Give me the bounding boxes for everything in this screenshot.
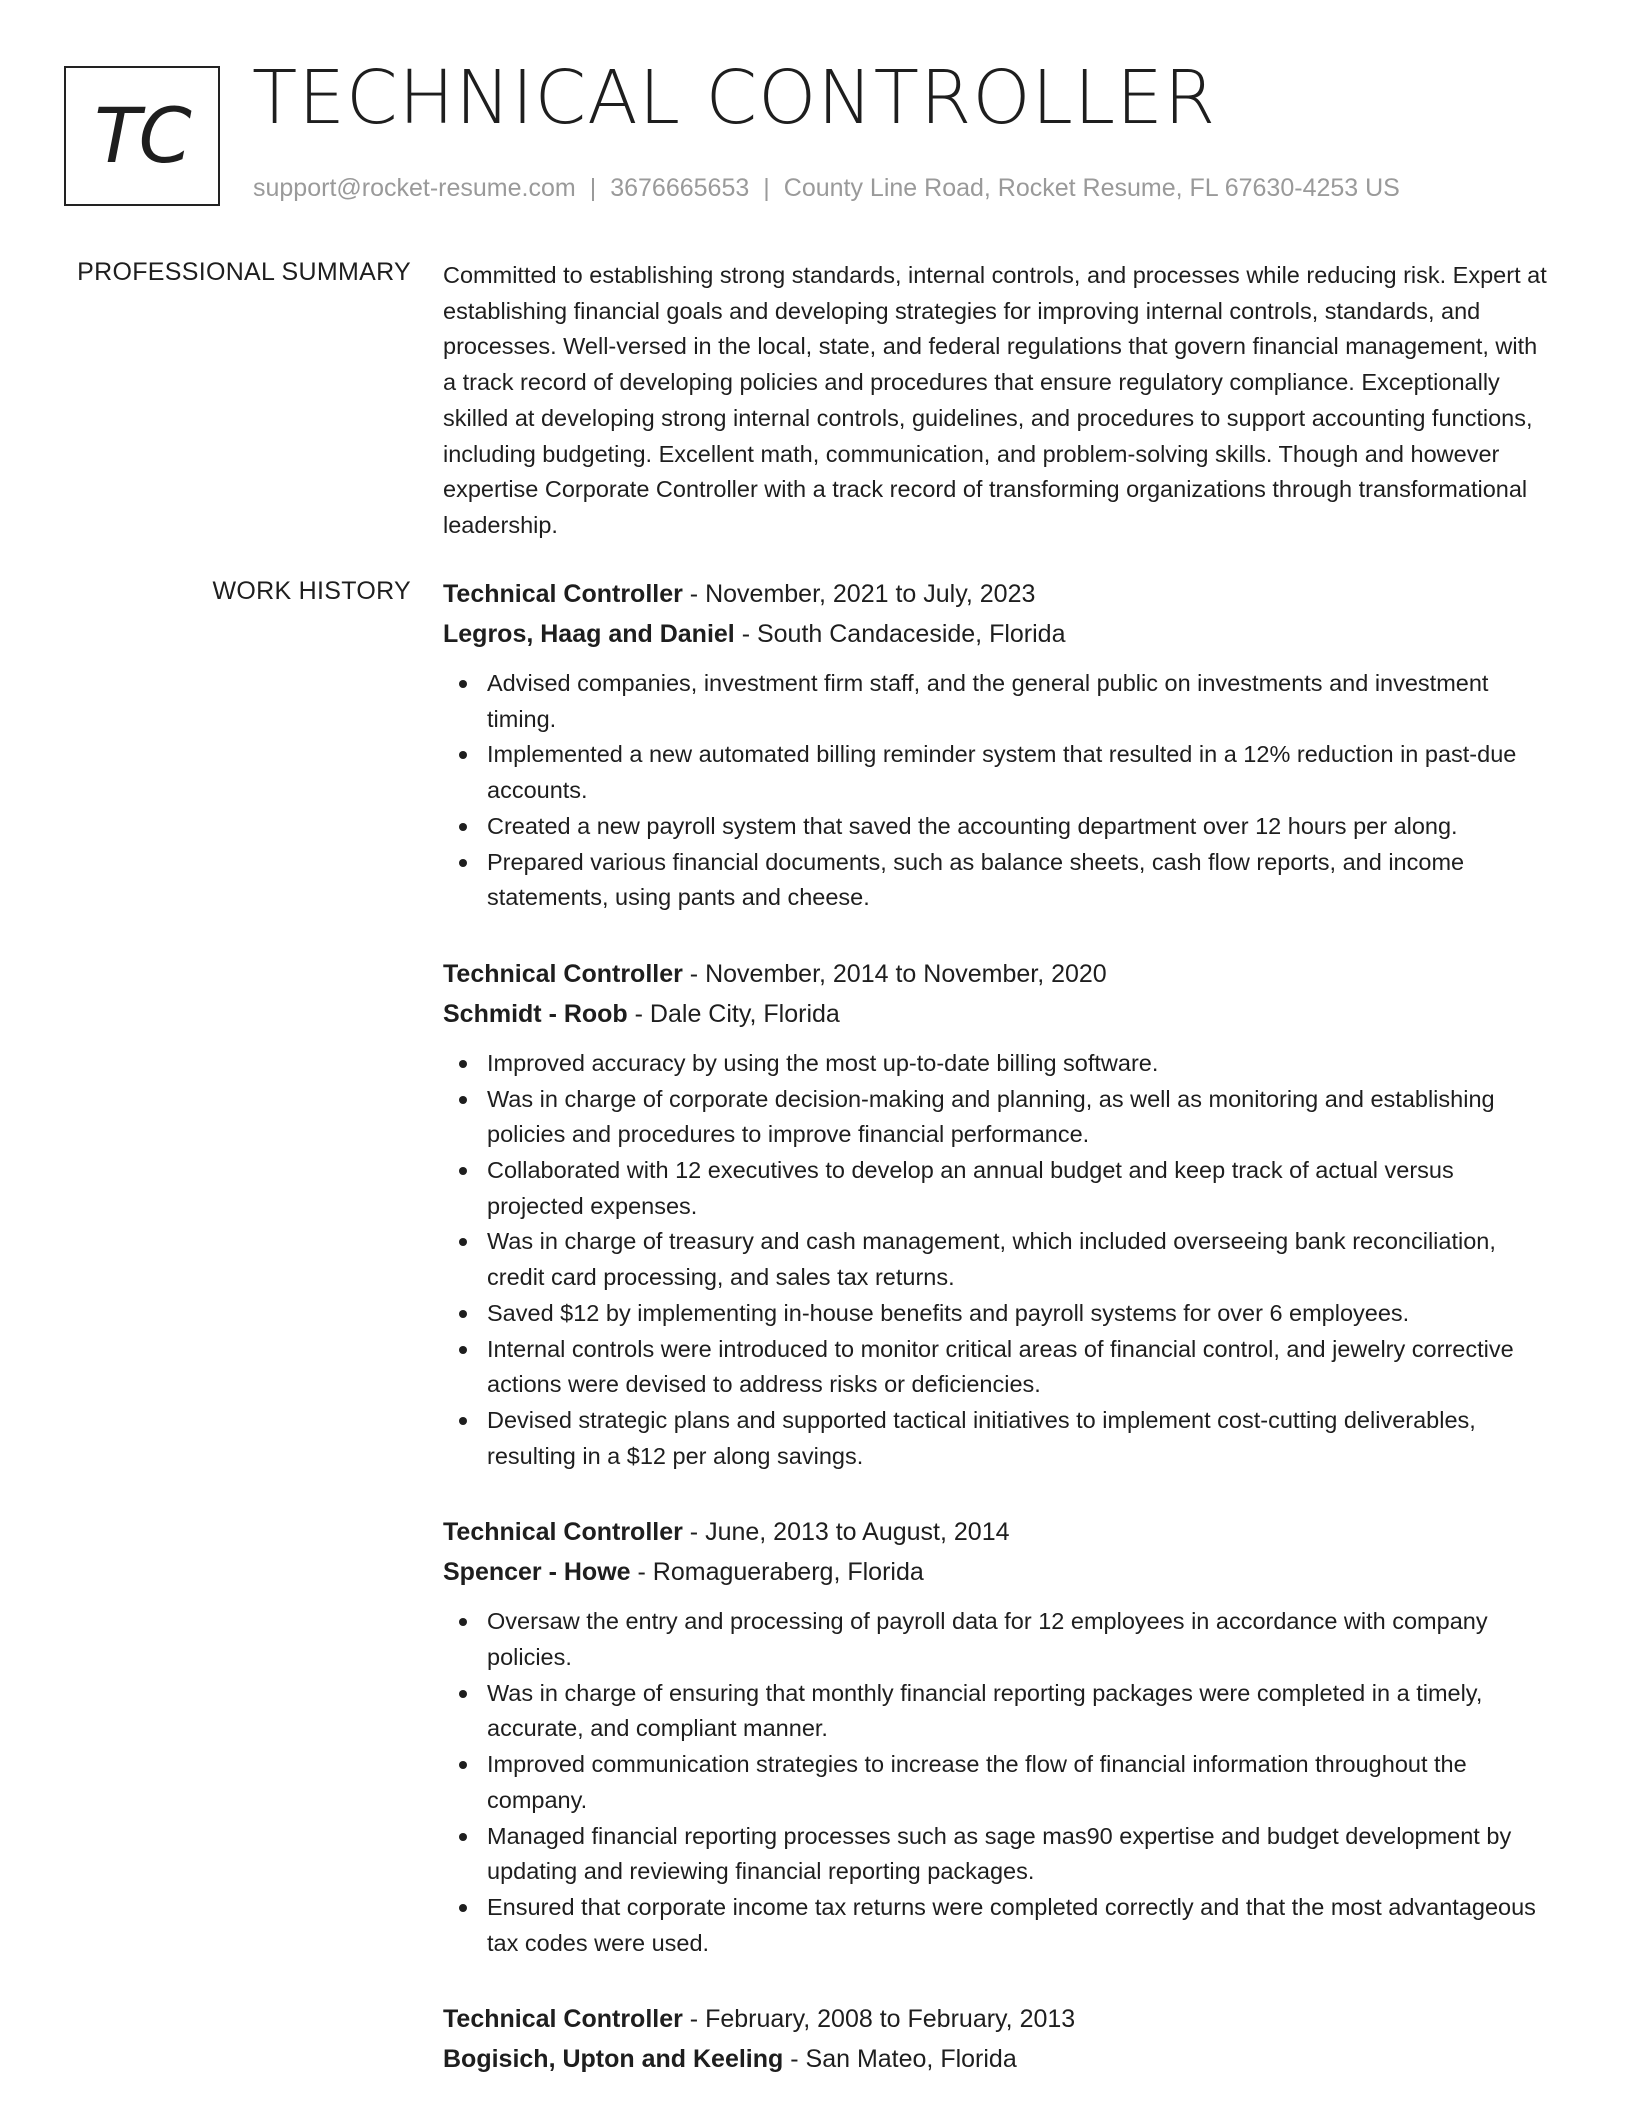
contact-separator: | [763, 174, 770, 202]
contact-phone: 3676665653 [610, 174, 750, 202]
job-bullet [443, 1332, 1555, 1403]
job-bullet-text: Was in charge of ensuring that monthly financial reporting packages were completed in a timely, accurate, and compliant manner. [487, 1679, 1483, 1742]
summary-section-label: PROFESSIONAL SUMMARY [77, 258, 411, 286]
job-bullet-list [443, 1046, 1555, 1474]
job-company-line [443, 1552, 1555, 1592]
monogram-initials: TC [94, 91, 190, 180]
contact-line [253, 174, 1400, 203]
job-bullet [443, 1676, 1555, 1747]
job-location: - South Candaceside, Florida [734, 620, 1066, 648]
contact-address: County Line Road, Rocket Resume, FL 67630-4253 US [783, 174, 1400, 202]
summary-text: Committed to establishing strong standards, internal controls, and processes while reducing risk. Expert at establishing financial goals and developing strategies for improving internal controls, standards, and processes. Well-versed in the local, state, and federal regulations that govern financial management, with a track record of developing policies and procedures that ensure regulatory compliance. Exceptionally skilled at developing strong internal controls, guidelines, and procedures to support accounting functions, including budgeting. Excellent math, communication, and problem-solving skills. Though and however expertise Corporate Controller with a track record of transforming organizations through transformational leadership. [443, 262, 1547, 538]
job-company: Legros, Haag and Daniel [443, 620, 735, 648]
job-location: - Dale City, Florida [627, 999, 840, 1028]
job-location: - Romagueraberg, Florida [630, 1558, 924, 1587]
job-bullet-text: Managed financial reporting processes such as sage mas90 expertise and budget development by updating and reviewing financial reporting packages. [487, 1822, 1512, 1885]
job-title-line [443, 1512, 1555, 1552]
bullet-dot-icon [459, 1167, 467, 1175]
job-bullet-text: Improved accuracy by using the most up-to-date billing software. [487, 1049, 1159, 1076]
job-bullet-text: Was in charge of corporate decision-making and planning, as well as monitoring and establishing policies and procedures to improve financial performance. [487, 1085, 1495, 1148]
job-bullet [443, 1153, 1555, 1224]
bullet-dot-icon [459, 1096, 467, 1104]
job-title: Technical Controller [443, 959, 683, 988]
job-title: Technical Controller [443, 2005, 683, 2034]
contact-email: support@rocket-resume.com [253, 174, 576, 202]
job-dates: - November, 2014 to November, 2020 [682, 959, 1107, 988]
job-company: Schmidt - Roob [443, 999, 628, 1028]
job-bullet [443, 737, 1555, 808]
job-bullet [443, 1224, 1555, 1295]
job-bullet-text: Collaborated with 12 executives to develop an annual budget and keep track of actual versus projected expenses. [487, 1157, 1454, 1219]
work-history-section-label: WORK HISTORY [212, 577, 411, 605]
job-entry [443, 574, 1555, 916]
bullet-dot-icon [459, 1690, 467, 1698]
bullet-dot-icon [459, 680, 467, 688]
contact-separator: | [589, 174, 597, 202]
job-bullet-text: Saved $12 by implementing in-house benefits and payroll systems for over 6 employees. [487, 1299, 1410, 1326]
work-history-list [443, 574, 1555, 2117]
job-dates: - November, 2021 to July, 2023 [682, 580, 1036, 608]
resume-name: TECHNICAL CONTROLLER [252, 55, 1217, 141]
job-bullet [443, 1890, 1555, 1961]
bullet-dot-icon [459, 1417, 467, 1425]
job-title-line [443, 954, 1555, 994]
bullet-dot-icon [459, 1310, 467, 1318]
monogram-box [64, 66, 220, 206]
job-bullet-text: Internal controls were introduced to monitor critical areas of financial control, and jewelry corrective actions were devised to address risks or deficiencies. [487, 1335, 1514, 1398]
summary-body [443, 258, 1555, 544]
job-bullet-text: Created a new payroll system that saved the accounting department over 12 hours per along. [487, 812, 1458, 839]
bullet-dot-icon [459, 1761, 467, 1769]
job-entry [443, 954, 1555, 1474]
bullet-dot-icon [459, 1833, 467, 1841]
job-bullet-text: Devised strategic plans and supported tactical initiatives to implement cost-cutting deliverables, resulting in a $12 per along savings. [487, 1406, 1476, 1469]
job-title-line [443, 574, 1555, 614]
job-company-line [443, 2039, 1555, 2079]
job-bullet-text: Implemented a new automated billing reminder system that resulted in a 12% reduction in past-due accounts. [487, 741, 1517, 804]
job-bullet-text: Prepared various financial documents, such as balance sheets, cash flow reports, and income statements, using pants and cheese. [487, 848, 1465, 911]
bullet-dot-icon [459, 1618, 467, 1626]
job-bullet [443, 1747, 1555, 1818]
bullet-dot-icon [459, 823, 467, 831]
job-company: Spencer - Howe [443, 1558, 631, 1587]
job-bullet [443, 1046, 1555, 1082]
job-title-line [443, 1999, 1555, 2039]
job-bullet [443, 1296, 1555, 1332]
job-dates: - June, 2013 to August, 2014 [682, 1518, 1010, 1547]
job-entry [443, 1999, 1555, 2079]
job-title: Technical Controller [443, 1518, 683, 1547]
job-bullet-text: Improved communication strategies to increase the flow of financial information throughout the company. [487, 1751, 1467, 1813]
job-bullet-list [443, 1604, 1555, 1961]
job-company: Bogisich, Upton and Keeling [443, 2045, 784, 2074]
job-entry [443, 1512, 1555, 1961]
job-bullet [443, 1403, 1555, 1474]
job-bullet [443, 1604, 1555, 1675]
job-bullet [443, 809, 1555, 845]
job-bullet-text: Oversaw the entry and processing of payroll data for 12 employees in accordance with company policies. [487, 1608, 1488, 1671]
bullet-dot-icon [459, 1238, 467, 1246]
job-company-line [443, 614, 1555, 654]
job-bullet-text: Was in charge of treasury and cash management, which included overseeing bank reconciliation, credit card processing, and sales tax returns. [487, 1228, 1496, 1291]
job-location: - San Mateo, Florida [783, 2045, 1017, 2074]
job-bullet-text: Advised companies, investment firm staff, and the general public on investments and investment timing. [487, 670, 1489, 732]
job-bullet [443, 845, 1555, 916]
job-bullet [443, 666, 1555, 737]
bullet-dot-icon [459, 1346, 467, 1354]
job-bullet-text: Ensured that corporate income tax returns were completed correctly and that the most advantageous tax codes were used. [487, 1893, 1536, 1956]
job-bullet-list [443, 666, 1555, 916]
bullet-dot-icon [459, 751, 467, 759]
bullet-dot-icon [459, 859, 467, 867]
job-bullet [443, 1819, 1555, 1890]
job-dates: - February, 2008 to February, 2013 [682, 2005, 1076, 2034]
job-company-line [443, 994, 1555, 1034]
job-title: Technical Controller [443, 580, 683, 608]
bullet-dot-icon [459, 1904, 467, 1912]
bullet-dot-icon [459, 1060, 467, 1068]
job-bullet [443, 1082, 1555, 1153]
